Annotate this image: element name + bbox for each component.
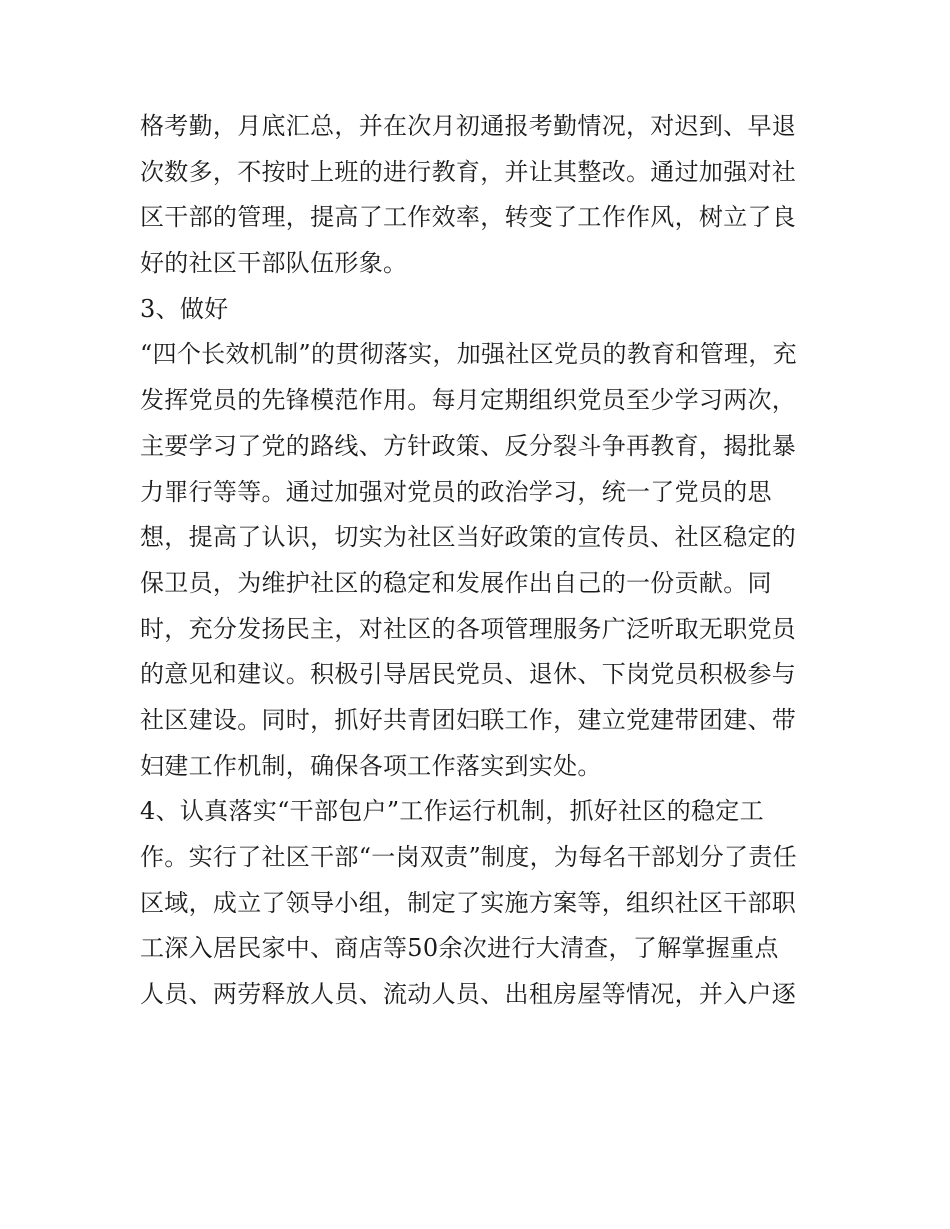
document-body [140, 104, 820, 1018]
text-line: 区干部的管理，提高了工作效率，转变了工作作风，树立了良 [140, 203, 797, 232]
text-line: 妇建工作机制，确保各项工作落实到实处。 [140, 751, 602, 780]
text-line: 格考勤，月底汇总，并在次月初通报考勤情况，对迟到、早退 [140, 112, 797, 140]
text-line: 作。实行了社区干部“一岗双责”制度，为每名干部划分了责任 [140, 843, 797, 871]
text-line: 人员、两劳释放人员、流动人员、出租房屋等情况，并入户逐 [140, 980, 797, 1009]
text-line: 保卫员，为维护社区的稳定和发展作出自己的一份贡献。同 [140, 568, 772, 597]
text-line: 区域，成立了领导小组，制定了实施方案等，组织社区干部职 [140, 888, 797, 917]
text-line: 发挥党员的先锋模范作用。每月定期组织党员至少学习两次， [140, 386, 797, 415]
text-line: 想，提高了认识，切实为社区当好政策的宣传员、社区稳定的 [140, 523, 797, 552]
text-line: 力罪行等等。通过加强对党员的政治学习，统一了党员的思 [140, 477, 772, 506]
section-heading-3: 3、做好 [140, 294, 229, 323]
text-line: 的意见和建议。积极引导居民党员、退休、下岗党员积极参与 [140, 660, 797, 689]
text-line: 次数多，不按时上班的进行教育，并让其整改。通过加强对社 [140, 157, 797, 186]
text-line: “四个长效机制”的贯彻落实，加强社区党员的教育和管理，充 [140, 340, 797, 369]
text-line: 好的社区干部队伍形象。 [140, 249, 408, 278]
text-line: 工深入居民家中、商店等50余次进行大清查，了解掌握重点 [140, 934, 779, 963]
text-line: 主要学习了党的路线、方针政策、反分裂斗争再教育，揭批暴 [140, 431, 797, 460]
text-line: 社区建设。同时，抓好共青团妇联工作，建立党建带团建、带 [140, 705, 797, 734]
section-heading-4: 4、认真落实“干部包户”工作运行机制，抓好社区的稳定工 [140, 797, 764, 826]
text-line: 时，充分发扬民主，对社区的各项管理服务广泛听取无职党员 [140, 614, 797, 643]
